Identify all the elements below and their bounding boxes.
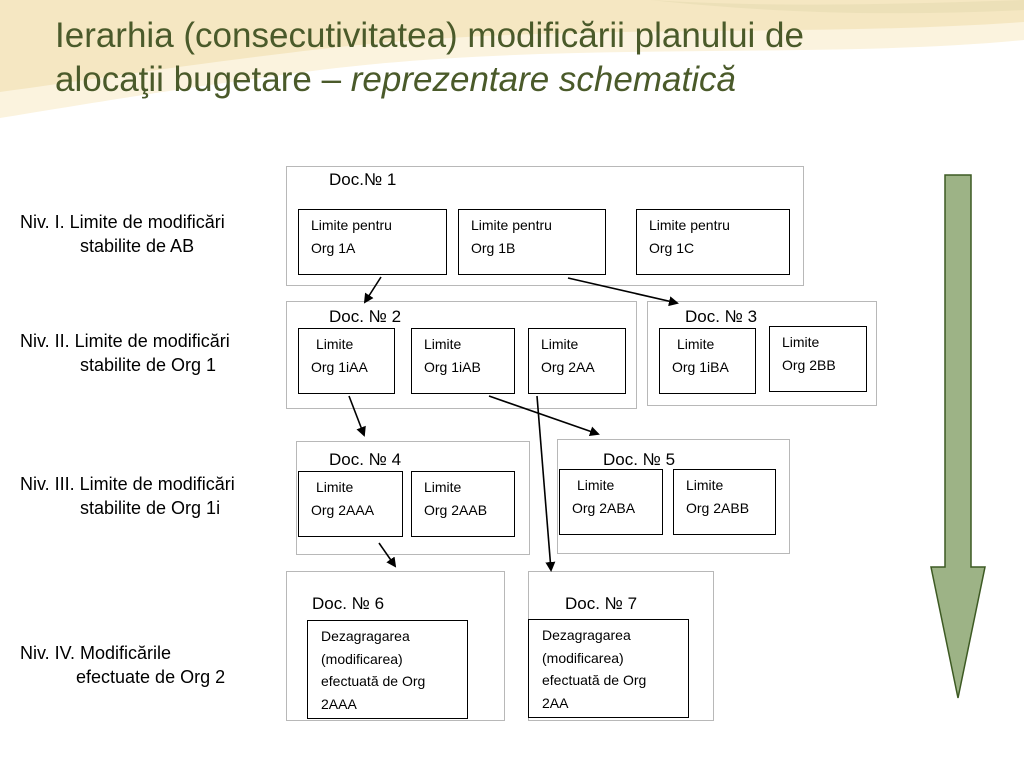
limit-box-org-1iab-line-1: Limite: [424, 336, 462, 352]
limit-box-org-2aab-line-1: Limite: [424, 479, 462, 495]
level-2-label: [20, 329, 230, 377]
limit-box-org-1iab: [411, 328, 515, 394]
level-4-line-2: efectuate de Org 2: [76, 667, 226, 687]
limit-box-org-2aaa-line-2: Org 2AAA: [311, 502, 375, 518]
title-line-2-italic: reprezentare schematică: [350, 60, 736, 99]
limit-box-org-2bb-line-1: Limite: [782, 334, 820, 350]
level-4-label: [20, 641, 225, 689]
title-line-2-plain: alocaţii bugetare –: [55, 60, 351, 99]
limit-box-org-1iba-line-2: Org 1iBA: [672, 359, 729, 375]
limit-box-org-2aaa-line-1: Limite: [316, 479, 354, 495]
limit-box-org-1c: [636, 209, 790, 275]
limit-box-org-2abb-line-2: Org 2ABB: [686, 500, 750, 516]
doc-3-title: Doc. № 3: [685, 307, 758, 326]
level-3-label: [20, 472, 235, 520]
slide-title: [55, 14, 1015, 102]
modification-box-doc-6: [307, 620, 468, 719]
limit-box-org-1iba: [659, 328, 756, 394]
modification-box-doc-7-line-1: Dezagragarea: [542, 627, 631, 643]
limit-box-org-2aab-line-2: Org 2AAB: [424, 502, 488, 518]
limit-box-org-1a-line-1: Limite pentru: [311, 217, 392, 233]
doc-7-title: Doc. № 7: [565, 594, 638, 613]
limit-box-org-2aab: [411, 471, 515, 537]
level-4-line-1: Niv. IV. Modificările: [20, 643, 172, 663]
limit-box-org-1iba-line-1: Limite: [677, 336, 715, 352]
modification-box-doc-6-line-4: 2AAA: [321, 695, 357, 712]
modification-box-doc-6-line-3: efectuată de Org: [321, 673, 426, 689]
title-line-2: [55, 58, 1015, 102]
level-1-label: [20, 210, 225, 258]
level-3-line-2: stabilite de Org 1i: [80, 498, 221, 518]
level-1-line-1: Niv. I. Limite de modificări: [20, 212, 225, 232]
limit-box-org-1a: [298, 209, 447, 275]
limit-box-org-2bb-line-2: Org 2BB: [782, 357, 836, 373]
modification-box-doc-7: [528, 619, 689, 718]
limit-box-org-2aba-line-1: Limite: [577, 477, 615, 493]
modification-box-doc-6-line-2: (modificarea): [321, 650, 403, 667]
modification-box-doc-7-line-4: 2AA: [542, 694, 569, 711]
limit-box-org-2aa: [528, 328, 626, 394]
level-2-line-2: stabilite de Org 1: [80, 355, 217, 375]
title-line-1: Ierarhia (consecutivitatea) modificării planului de: [55, 16, 804, 55]
limit-box-org-2aba: [559, 469, 663, 535]
level-3-line-1: Niv. III. Limite de modificări: [20, 474, 235, 494]
limit-box-org-2bb: [769, 326, 867, 392]
limit-box-org-2aa-line-1: Limite: [541, 336, 579, 352]
limit-box-org-1b: [458, 209, 606, 275]
limit-box-org-2abb-line-1: Limite: [686, 477, 724, 493]
doc-6-title: Doc. № 6: [312, 594, 385, 613]
doc-5-title: Doc. № 5: [603, 450, 676, 469]
level-1-line-2: stabilite de AB: [80, 236, 195, 256]
doc-2-title: Doc. № 2: [329, 307, 402, 326]
limit-box-org-2abb: [673, 469, 776, 535]
limit-box-org-1iaa: [298, 328, 395, 394]
limit-box-org-1a-line-2: Org 1A: [311, 240, 356, 256]
level-2-line-1: Niv. II. Limite de modificări: [20, 331, 230, 351]
limit-box-org-1b-line-1: Limite pentru: [471, 217, 552, 233]
doc-1-title: Doc.№ 1: [329, 170, 397, 189]
limit-box-org-2aba-line-2: Org 2ABA: [572, 500, 636, 516]
limit-box-org-2aa-line-2: Org 2AA: [541, 359, 595, 375]
limit-box-org-1b-line-2: Org 1B: [471, 240, 516, 256]
limit-box-org-1iaa-line-2: Org 1iAA: [311, 359, 368, 375]
doc-4-title: Doc. № 4: [329, 450, 402, 469]
limit-box-org-1iab-line-2: Org 1iAB: [424, 359, 481, 375]
limit-box-org-1iaa-line-1: Limite: [316, 336, 354, 352]
limit-box-org-1c-line-2: Org 1C: [649, 240, 695, 256]
limit-box-org-2aaa: [298, 471, 403, 537]
limit-box-org-1c-line-1: Limite pentru: [649, 217, 730, 233]
modification-box-doc-7-line-3: efectuată de Org: [542, 672, 647, 688]
modification-box-doc-6-line-1: Dezagragarea: [321, 628, 410, 644]
modification-box-doc-7-line-2: (modificarea): [542, 649, 624, 666]
